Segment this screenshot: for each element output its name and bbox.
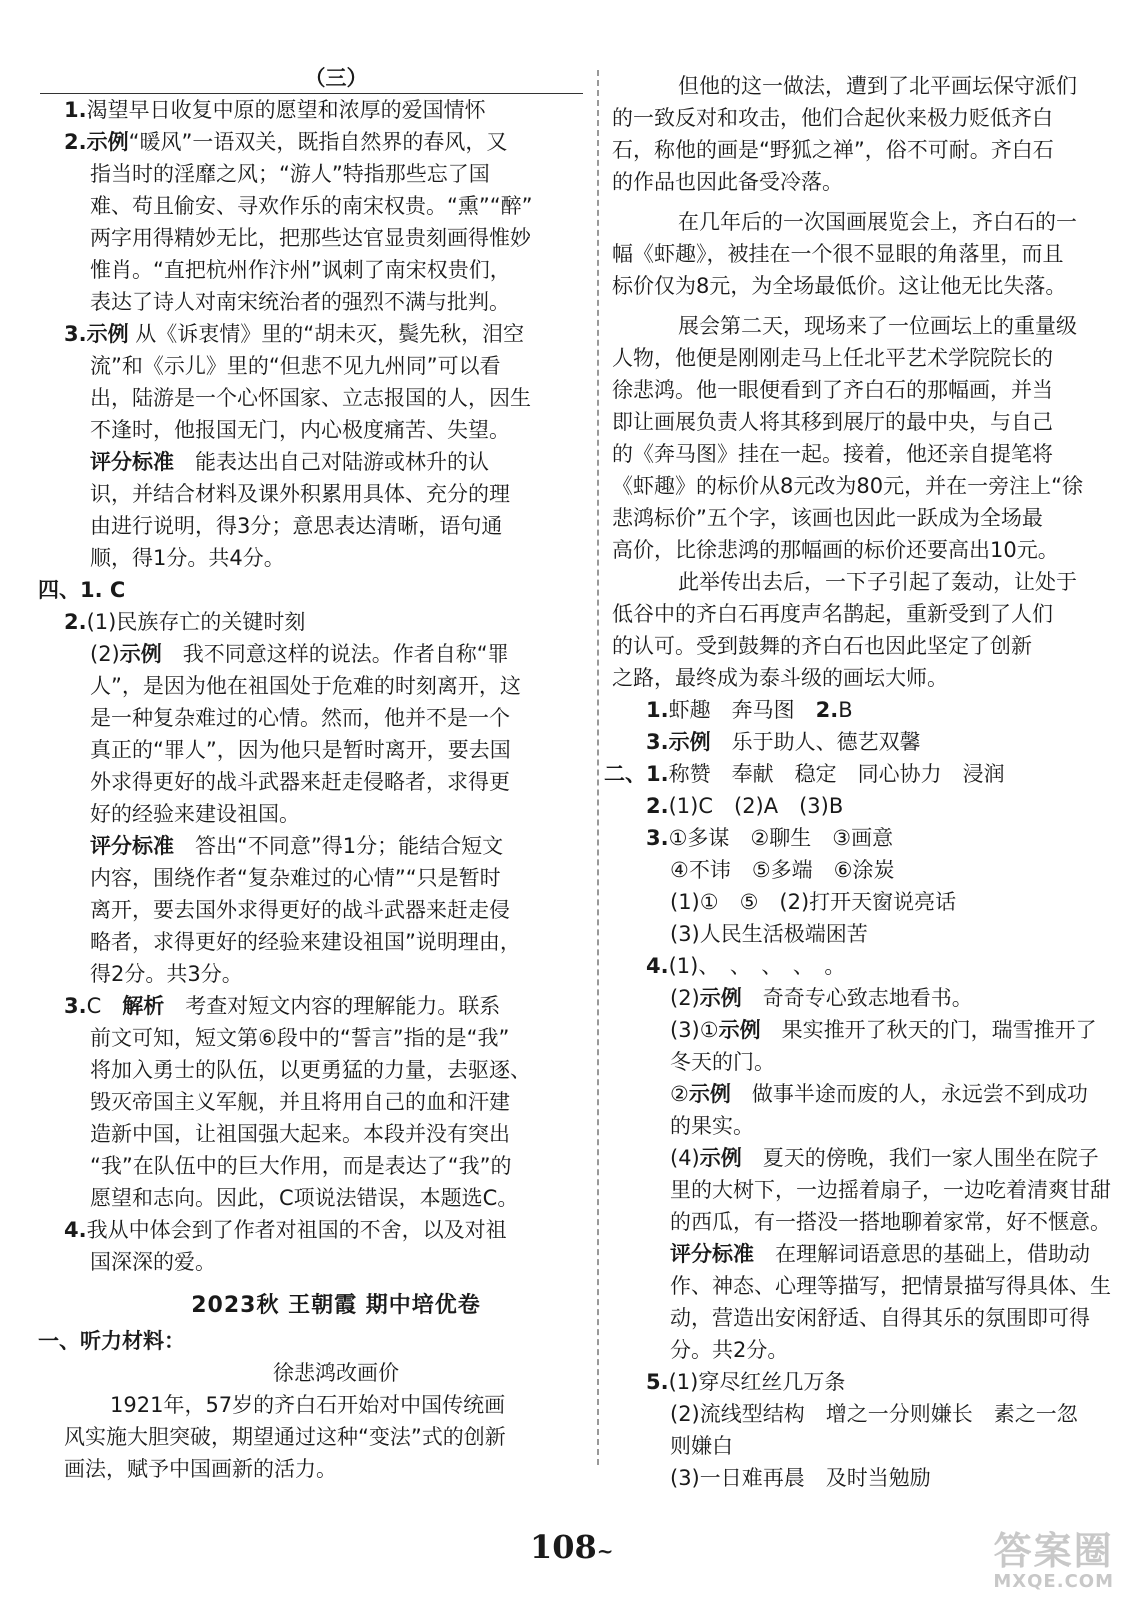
listening-label: 一、听力材料： bbox=[38, 1329, 185, 1353]
section-title: （三） bbox=[304, 66, 368, 90]
text-line: (3)一日难再晨 及时当勉励 bbox=[670, 1466, 931, 1490]
text-line: 在几年后的一次国画展览会上，齐白石的一 bbox=[678, 210, 1077, 234]
text-line: 离开，要去国外求得更好的战斗武器来赶走侵 bbox=[90, 898, 510, 922]
section-4-q3: 3.C 解析 考查对短文内容的理解能力。联系 bbox=[64, 994, 501, 1018]
text-line: 之路，最终成为泰斗级的画坛大师。 bbox=[612, 666, 948, 690]
text-line: 的认可。受到鼓舞的齐白石也因此坚定了创新 bbox=[612, 634, 1032, 658]
text-line: 里的大树下，一边摇着扇子，一边吃着清爽甘甜 bbox=[670, 1178, 1111, 1202]
text-line: (2)示例 奇奇专心致志地看书。 bbox=[670, 986, 973, 1010]
answer-3: 3.示例 乐于助人、德艺双馨 bbox=[646, 730, 921, 754]
text-line: (1)① ⑤ (2)打开天窗说亮话 bbox=[670, 890, 957, 914]
section-2-q2: 2.(1)C (2)A (3)B bbox=[646, 794, 844, 818]
text-line: 标价仅为8元，为全场最低价。这让他无比失落。 bbox=[612, 274, 1067, 298]
text-line: ④不讳 ⑤多端 ⑥涂炭 bbox=[670, 858, 895, 882]
section-4-q2: 2.(1)民族存亡的关键时刻 bbox=[64, 610, 306, 634]
text-line: 的西瓜，有一搭没一搭地聊着家常，好不惬意。 bbox=[670, 1210, 1111, 1234]
tilde-ornament: ~ bbox=[596, 1539, 614, 1563]
answer-1-2: 1.虾趣 奔马图 2.B bbox=[646, 698, 853, 722]
text-line: 将加入勇士的队伍，以更勇猛的力量，去驱逐、 bbox=[90, 1058, 531, 1082]
text-line: 画法，赋予中国画新的活力。 bbox=[64, 1457, 337, 1481]
text-line: 国深深的爱。 bbox=[90, 1250, 216, 1274]
text-line: 《虾趣》的标价从8元改为80元，并在一旁注上“徐 bbox=[612, 474, 1083, 498]
right-column bbox=[604, 70, 1124, 1494]
text-line: 惟肖。“直把杭州作汴州”讽刺了南宋权贵们， bbox=[90, 258, 511, 282]
text-line: 动，营造出安闲舒适、自得其乐的氛围即可得 bbox=[670, 1306, 1090, 1330]
text-line: 但他的这一做法，遭到了北平画坛保守派们 bbox=[678, 74, 1077, 98]
text-line: 此举传出去后，一下子引起了轰动，让处于 bbox=[678, 570, 1077, 594]
text-line: 的《奔马图》挂在一起。接着，他还亲自提笔将 bbox=[612, 442, 1053, 466]
text-line: 展会第二天，现场来了一位画坛上的重量级 bbox=[678, 314, 1077, 338]
text-line: 的作品也因此备受冷落。 bbox=[612, 170, 843, 194]
section-4-q1: 四、1. C bbox=[38, 578, 126, 602]
section-4-q4: 4.我从中体会到了作者对祖国的不舍，以及对祖 bbox=[64, 1218, 507, 1242]
text-line: 则嫌白 bbox=[670, 1434, 733, 1458]
text-line: 内容，围绕作者“复杂难过的心情”“只是暂时 bbox=[90, 866, 501, 890]
text-line: 幅《虾趣》，被挂在一个很不显眼的角落里，而且 bbox=[612, 242, 1064, 266]
text-line: “我”在队伍中的巨大作用，而是表达了“我”的 bbox=[90, 1154, 512, 1178]
section-2-q1: 二、1.称赞 奉献 稳定 同心协力 浸润 bbox=[604, 762, 1005, 786]
text-line: 毁灭帝国主义军舰，并且将用自己的血和汗建 bbox=[90, 1090, 510, 1114]
left-column bbox=[38, 62, 582, 1485]
text-line: 作、神态、心理等描写，把情景描写得具体、生 bbox=[670, 1274, 1111, 1298]
listening-title: 徐悲鸿改画价 bbox=[273, 1361, 399, 1385]
answer-q1: 1.渴望早日收复中原的愿望和浓厚的爱国情怀 bbox=[64, 98, 486, 122]
text-line: 是一种复杂难过的心情。然而，他并不是一个 bbox=[90, 706, 510, 730]
text-line: 人”，是因为他在祖国处于危难的时刻离开，这 bbox=[90, 674, 521, 698]
text-line: 表达了诗人对南宋统治者的强烈不满与批判。 bbox=[90, 290, 510, 314]
text-line: 不逢时，他报国无门，内心极度痛苦、失望。 bbox=[90, 418, 510, 442]
text-line: 石，称他的画是“野狐之禅”，俗不可耐。齐白石 bbox=[612, 138, 1054, 162]
scoring-standard: 评分标准 答出“不同意”得1分；能结合短文 bbox=[90, 834, 504, 858]
text-line: 1921年，57岁的齐白石开始对中国传统画 bbox=[110, 1393, 506, 1417]
text-line: 的一致反对和攻击，他们合起伙来极力贬低齐白 bbox=[612, 106, 1053, 130]
text-line: 难、苟且偷安、寻欢作乐的南宋权贵。“熏”“醉” bbox=[90, 194, 533, 218]
text-line: 悲鸿标价”五个字，该画也因此一跃成为全场最 bbox=[612, 506, 1043, 530]
section-2-q3: 3.①多谋 ②聊生 ③画意 bbox=[646, 826, 894, 850]
text-line: 风实施大胆突破，期望通过这种“变法”式的创新 bbox=[64, 1425, 506, 1449]
text-line: ②示例 做事半途而废的人，永远尝不到成功 bbox=[670, 1082, 1088, 1106]
page-number: 108~ bbox=[530, 1528, 614, 1566]
answer-q3: 3.示例 从《诉衷情》里的“胡未灭，鬓先秋，泪空 bbox=[64, 322, 525, 346]
text-line: 徐悲鸿。他一眼便看到了齐白石的那幅画，并当 bbox=[612, 378, 1053, 402]
text-line: 愿望和志向。因此，C项说法错误，本题选C。 bbox=[90, 1186, 519, 1210]
text-line: (4)示例 夏天的傍晚，我们一家人围坐在院子 bbox=[670, 1146, 1099, 1170]
text-line: (3)人民生活极端困苦 bbox=[670, 922, 868, 946]
text-line: 的果实。 bbox=[670, 1114, 754, 1138]
text-line: (3)①示例 果实推开了秋天的门，瑞雪推开了 bbox=[670, 1018, 1097, 1042]
text-line: 两字用得精妙无比，把那些达官显贵刻画得惟妙 bbox=[90, 226, 531, 250]
text-line: 得2分。共3分。 bbox=[90, 962, 243, 986]
exam-title: 2023秋 王朝霞 期中培优卷 bbox=[191, 1293, 481, 1318]
text-line: 识，并结合材料及课外积累用具体、充分的理 bbox=[90, 482, 510, 506]
section-2-q4: 4.(1)、 、 、 、 。 bbox=[646, 954, 846, 978]
text-line: (2)示例 我不同意这样的说法。作者自称“罪 bbox=[90, 642, 509, 666]
text-line: 流”和《示儿》里的“但悲不见九州同”可以看 bbox=[90, 354, 501, 378]
column-divider bbox=[597, 70, 599, 1465]
text-line: 即让画展负责人将其移到展厅的最中央，与自己 bbox=[612, 410, 1053, 434]
text-line: 好的经验来建设祖国。 bbox=[90, 802, 300, 826]
text-line: 由进行说明，得3分；意思表达清晰，语句通 bbox=[90, 514, 503, 538]
text-line: 造新中国，让祖国强大起来。本段并没有突出 bbox=[90, 1122, 510, 1146]
section-2-q5: 5.(1)穿尽红丝几万条 bbox=[646, 1370, 846, 1394]
watermark: 答案圈 MXQE.COM bbox=[993, 1529, 1114, 1592]
answer-q2: 2.示例“暖风”一语双关，既指自然界的春风，又 bbox=[64, 130, 508, 154]
text-line: 低谷中的齐白石再度声名鹊起，重新受到了人们 bbox=[612, 602, 1053, 626]
text-line: 分。共2分。 bbox=[670, 1338, 789, 1362]
text-line: 冬天的门。 bbox=[670, 1050, 775, 1074]
text-line: 前文可知，短文第⑥段中的“誓言”指的是“我” bbox=[90, 1026, 510, 1050]
text-line: 人物，他便是刚刚走马上任北平艺术学院院长的 bbox=[612, 346, 1053, 370]
text-line: 出，陆游是一个心怀国家、立志报国的人，因生 bbox=[90, 386, 531, 410]
text-line: 指当时的淫靡之风；“游人”特指那些忘了国 bbox=[90, 162, 490, 186]
text-line: 略者，求得更好的经验来建设祖国”说明理由， bbox=[90, 930, 521, 954]
text-line: 顺，得1分。共4分。 bbox=[90, 546, 285, 570]
text-line: 外求得更好的战斗武器来赶走侵略者，求得更 bbox=[90, 770, 510, 794]
text-line: 真正的“罪人”，因为他只是暂时离开，要去国 bbox=[90, 738, 511, 762]
scoring-standard: 评分标准 在理解词语意思的基础上，借助动 bbox=[670, 1242, 1090, 1266]
text-line: (2)流线型结构 增之一分则嫌长 素之一忽 bbox=[670, 1402, 1078, 1426]
text-line: 高价，比徐悲鸿的那幅画的标价还要高出10元。 bbox=[612, 538, 1059, 562]
scoring-standard: 评分标准 能表达出自己对陆游或林升的认 bbox=[90, 450, 489, 474]
